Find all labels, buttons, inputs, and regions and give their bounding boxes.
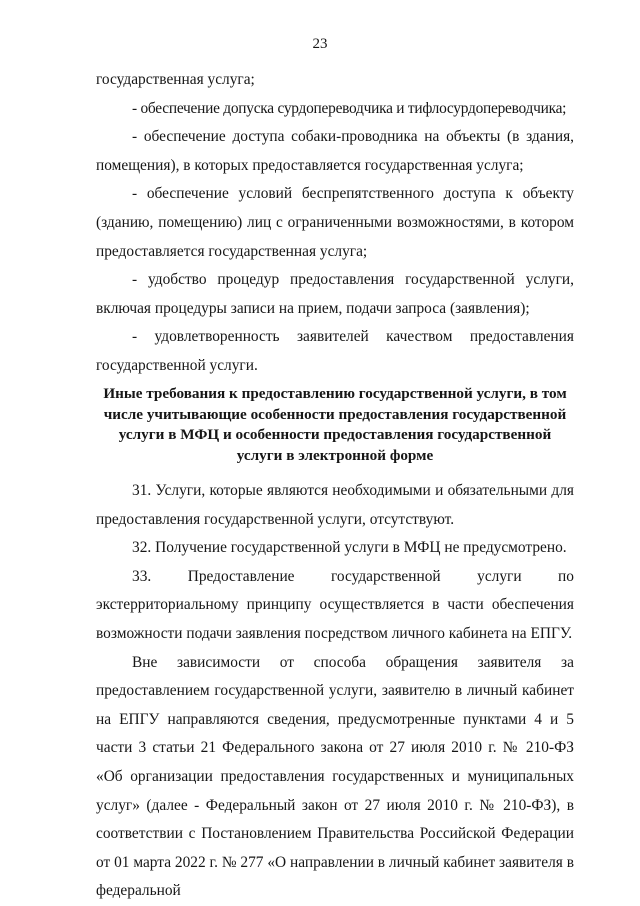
list-item-guide-dog: - обеспечение доступа собаки-проводника на объекты (в здания, помещения), в которых предоставляется государственная услуга; bbox=[96, 128, 574, 174]
word: зависимости bbox=[177, 653, 261, 671]
word: заявителя bbox=[477, 653, 542, 671]
list-item-convenience: - удобство процедур предоставления государственной услуги, включая процедуры записи на прием, подачи запроса (заявления); bbox=[96, 271, 574, 317]
word: за bbox=[561, 653, 574, 671]
other-requirements-block bbox=[96, 477, 574, 906]
word: Вне bbox=[132, 653, 158, 671]
paragraph-32: 32. Получение государственной услуги в МФЦ не предусмотрено. bbox=[132, 539, 567, 557]
paragraph-continuation: государственная услуга; bbox=[96, 71, 255, 88]
word: 33. bbox=[132, 567, 152, 585]
word: услуги bbox=[477, 567, 522, 585]
list-item-sign-language: - обеспечение допуска сурдопереводчика и тифлосурдопереводчика; bbox=[132, 99, 567, 117]
section-heading: Иные требования к предоставлению государственной услуги, в том числе учитывающие особенности предоставления государственной услуги в МФЦ и особенности предоставления государственной услуги в электронной форме bbox=[103, 385, 567, 464]
word: Предоставление bbox=[187, 567, 295, 585]
list-item-satisfaction-tail: государственной услуги. bbox=[96, 356, 258, 374]
paragraph-33-first-line bbox=[96, 563, 574, 592]
word: качеством bbox=[386, 328, 453, 346]
word: предоставления bbox=[469, 328, 574, 346]
word: по bbox=[558, 567, 574, 585]
list-item-access: - обеспечение условий беспрепятственного доступа к объекту (зданию, помещению) лиц с ограниченными возможностями, в котором предоставляется государственная услуга; bbox=[96, 185, 574, 260]
page-number: 23 bbox=[312, 36, 328, 52]
paragraph-34-first-line bbox=[96, 649, 574, 678]
word: заявителей bbox=[296, 328, 369, 346]
word: государственной bbox=[330, 567, 441, 585]
word: способа bbox=[313, 653, 366, 671]
word: от bbox=[279, 653, 294, 671]
list-item-satisfaction-first-line bbox=[96, 323, 574, 352]
paragraph-34-tail: предоставлением государственной услуги, заявителю в личный кабинет на ЕПГУ направляются сведения, предусмотренные пунктами 4 и 5 части 3 статьи 21 Федерального закона от 27 июля 2010 г. № 210-ФЗ «Об организации предоставления государственных и муниципальных услуг» (далее - Федеральный закон от 27 июля 2010 г. № 210-ФЗ), в соответствии с Постановлением Правительства Российской Федерации от 01 марта 2022 г. № 277 «О направлении в личный кабинет заявителя в федеральной bbox=[96, 682, 574, 900]
accessibility-requirements-block bbox=[96, 66, 574, 381]
paragraph-31: 31. Услуги, которые являются необходимыми и обязательными для предоставления государственной услуги, отсутствуют. bbox=[96, 482, 574, 528]
word: - bbox=[132, 328, 138, 346]
word: удовлетворенность bbox=[154, 328, 280, 346]
word: обращения bbox=[385, 653, 458, 671]
paragraph-33-tail: экстерриториальному принципу осуществляется в части обеспечения возможности подачи заявления посредством личного кабинета на ЕПГУ. bbox=[96, 596, 574, 642]
